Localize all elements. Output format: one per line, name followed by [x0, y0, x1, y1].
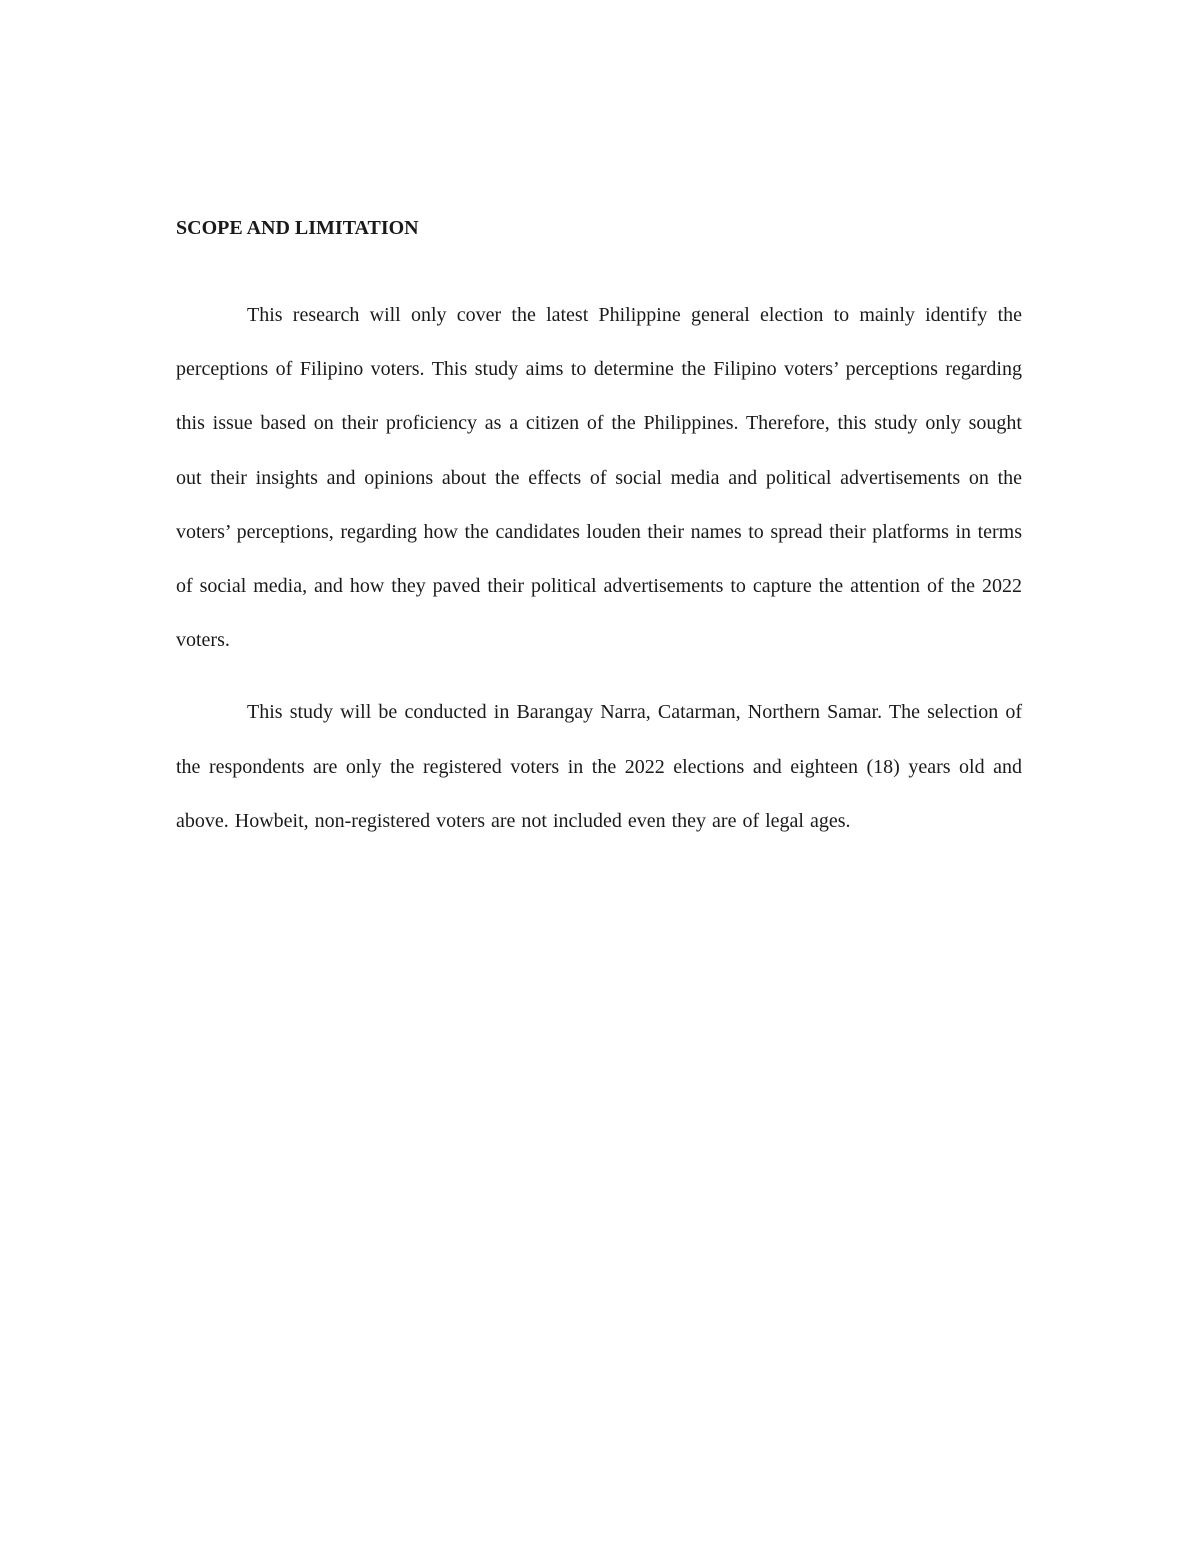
section-heading: SCOPE AND LIMITATION: [176, 217, 419, 239]
document-body: [176, 214, 1022, 866]
paragraph-location: This study will be conducted in Barangay Narra, Catarman, Northern Samar. The selection of the respondents are only the registered voters in the 2022 elections and eighteen (18) years old and above. Howbeit, non-registered voters are not included even they are of legal ages.: [176, 701, 1022, 832]
paragraph-scope: This research will only cover the latest Philippine general election to mainly identify the perceptions of Filipino voters. This study aims to determine the Filipino voters’ perceptions regarding this issue based on their proficiency as a citizen of the Philippines. Therefore, this study only sought out their insights and opinions about the effects of social media and political advertisements on the voters’ perceptions, regarding how the candidates louden their names to spread their platforms in terms of social media, and how they paved their political advertisements to capture the attention of the 2022 voters.: [176, 304, 1022, 652]
